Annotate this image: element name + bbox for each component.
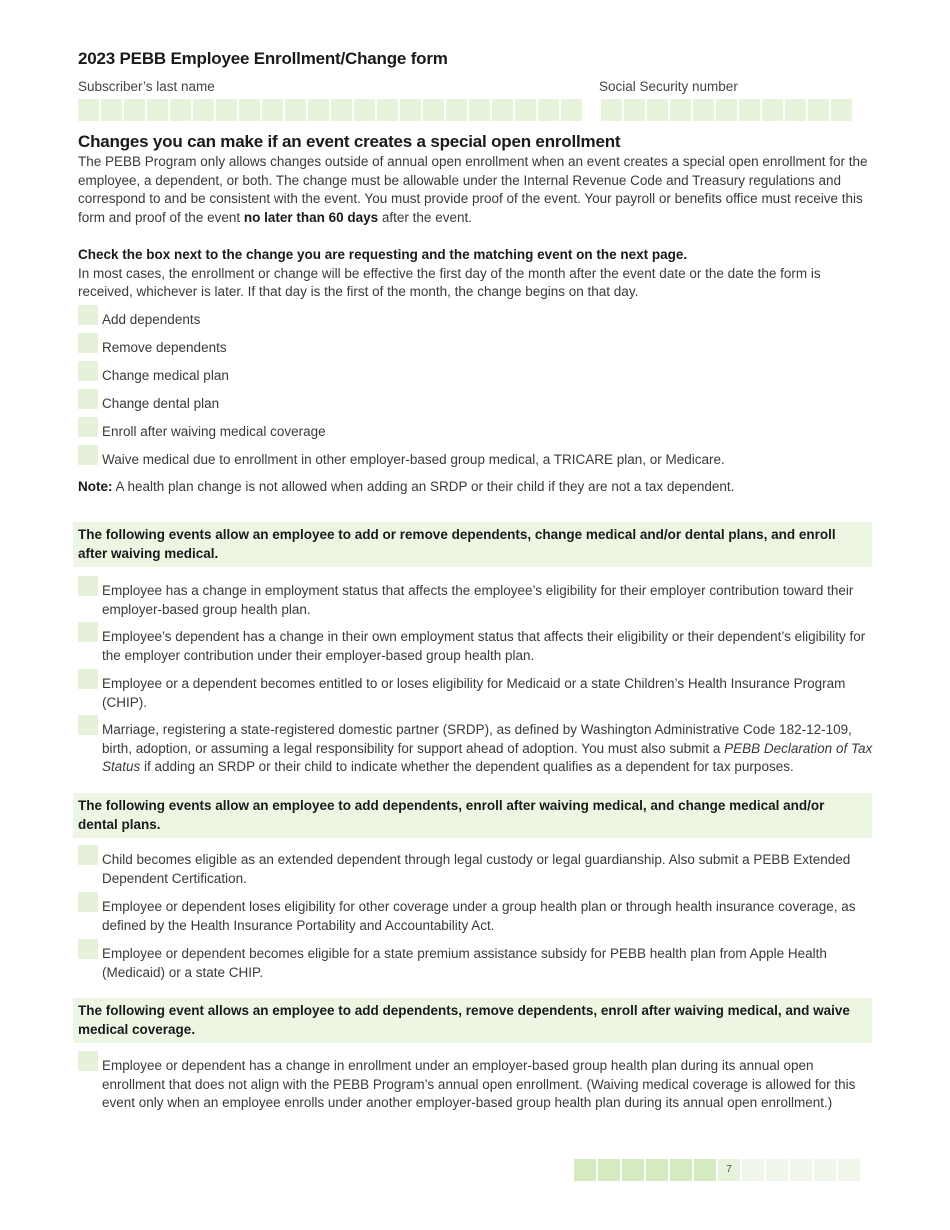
event-option[interactable]: Employee’s dependent has a change in their own employment status that affects their eligibility or their dependent’s eligibility for the employer contribution under their employer-based group health plan. [78,628,873,665]
event-option[interactable]: Employee or dependent has a change in enrollment under an employer-based group health plan during its annual open enrollment that does not align with the PEBB Program’s annual open enrollment. (Waiving medical coverage is allowed for this event only when an employee enrolls under another employer-based group health plan during its annual open enrollment.) [78,1057,873,1113]
group2-heading: The following events allow an employee to add dependents, enroll after waiving medical, and change medical and/or dental plans. [73,793,872,838]
checkbox[interactable] [78,715,98,735]
form-title: 2023 PEBB Employee Enrollment/Change form [78,49,448,68]
group1-heading: The following events allow an employee to add or remove dependents, change medical and/or dental plans, and enroll after waiving medical. [73,522,872,567]
checkbox[interactable] [78,389,98,409]
event-option[interactable]: Employee or dependent loses eligibility for other coverage under a group health plan or through health insurance coverage, as defined by the Health Insurance Portability and Accountability Act. [78,898,873,935]
event-option[interactable]: Employee has a change in employment status that affects the employee’s eligibility for their employer contribution toward their employer-based group health plan. [78,582,873,619]
checkbox[interactable] [78,333,98,353]
ssn-label: Social Security number [599,79,738,94]
checkbox[interactable] [78,845,98,865]
intro-paragraph: The PEBB Program only allows changes outside of annual open enrollment when an event creates a special open enrollment for the employee, a dependent, or both. The change must be allowable under the Internal Revenue Code and Treasury regulations and correspond to and be consistent with the event. You must provide proof of the event. Your payroll or benefits office must receive this form and proof of the event no later than 60 days after the event. [78,154,868,225]
checkbox[interactable] [78,361,98,381]
checkbox[interactable] [78,305,98,325]
last-name-input[interactable] [78,99,582,121]
instruction-paragraph: Check the box next to the change you are requesting and the matching event on the next page. In most cases, the enrollment or change will be effective the first day of the month after the event date or the date the form is received, whichever is later. If that day is the first of the month, the change begins on that day. [78,247,821,299]
checkbox[interactable] [78,622,98,642]
event-option[interactable]: Employee or a dependent becomes entitled to or loses eligibility for Medicaid or a state Children’s Health Insurance Program (CHIP). [78,675,873,712]
note: Note: A health plan change is not allowed when adding an SRDP or their child if they are not a tax dependent. [78,479,735,494]
change-option-add-dependents[interactable]: Add dependents [78,311,873,330]
page-number-bar [574,1159,860,1181]
checkbox[interactable] [78,445,98,465]
section-heading: Changes you can make if an event creates a special open enrollment [78,132,621,151]
checkbox[interactable] [78,892,98,912]
change-option-remove-dependents[interactable]: Remove dependents [78,339,873,358]
checkbox[interactable] [78,1051,98,1071]
checkbox[interactable] [78,576,98,596]
checkbox[interactable] [78,669,98,689]
change-option-change-medical[interactable]: Change medical plan [78,367,873,386]
checkbox[interactable] [78,417,98,437]
group3-heading: The following event allows an employee to add dependents, remove dependents, enroll after waiving medical, and waive medical coverage. [73,998,872,1043]
change-option-enroll-after-waiving[interactable]: Enroll after waiving medical coverage [78,423,873,442]
last-name-label: Subscriber’s last name [78,79,215,94]
event-option[interactable]: Employee or dependent becomes eligible for a state premium assistance subsidy for PEBB health plan from Apple Health (Medicaid) or a state CHIP. [78,945,873,982]
ssn-input[interactable] [601,99,852,121]
change-option-change-dental[interactable]: Change dental plan [78,395,873,414]
checkbox[interactable] [78,939,98,959]
event-option-marriage[interactable]: Marriage, registering a state-registered domestic partner (SRDP), as defined by Washington Administrative Code 182-12-109, birth, adoption, or assuming a legal responsibility for support ahead of adoption. You must also submit a PEBB Declaration of Tax Status if adding an SRDP or their child to indicate whether the dependent qualifies as a dependent for tax purposes. [78,721,873,777]
page-number: 7 [718,1159,740,1181]
change-option-waive-medical[interactable]: Waive medical due to enrollment in other employer-based group medical, a TRICARE plan, or Medicare. [78,451,873,470]
event-option[interactable]: Child becomes eligible as an extended dependent through legal custody or legal guardianship. Also submit a PEBB Extended Dependent Certification. [78,851,873,888]
